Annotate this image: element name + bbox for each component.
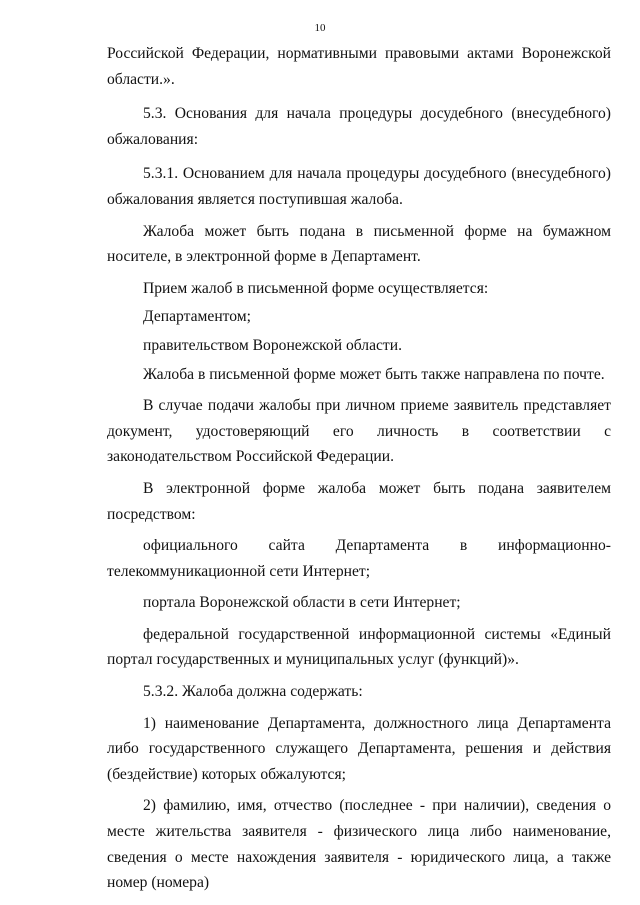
- paragraph-written-reception: Прием жалоб в письменной форме осуществляется:: [143, 279, 489, 297]
- paragraph-by-mail: Жалоба в письменной форме может быть также направлена по почте.: [143, 365, 605, 383]
- list-item-regional-portal: портала Воронежской области в сети Интернет;: [143, 594, 461, 612]
- paragraph-section-5-3: 5.3. Основания для начала процедуры досудебного (внесудебного) обжалования:: [107, 105, 611, 148]
- list-item-official-site: официального сайта Департамента в информационно-телекоммуникационной сети Интернет;: [107, 537, 611, 580]
- paragraph-personal-reception: В случае подачи жалобы при личном приеме заявитель представляет документ, удостоверяющий его личность в соответствии с законодательством Российской Федерации.: [107, 397, 611, 466]
- paragraph-electronic-form: В электронной форме жалоба может быть подана заявителем посредством:: [107, 479, 611, 523]
- list-item-department: Департаментом;: [143, 308, 251, 326]
- list-item-2: 2) фамилию, имя, отчество (последнее - при наличии), сведения о месте жительства заявителя - физического лица либо наименование, сведения о месте нахождения заявителя - юридического лица, а также номер (номера): [107, 797, 611, 892]
- paragraph-section-5-3-1: 5.3.1. Основанием для начала процедуры досудебного (внесудебного) обжалования является поступившая жалоба.: [107, 165, 611, 208]
- list-item-1: 1) наименование Департамента, должностного лица Департамента либо государственного служащего Департамента, решения и действия (бездействие) которых обжалуются;: [107, 714, 611, 783]
- page-number: 10: [314, 22, 326, 34]
- paragraph-1: Российской Федерации, нормативными правовыми актами Воронежской области.».: [107, 45, 611, 88]
- document-body: [107, 41, 611, 896]
- paragraph-section-5-3-2: 5.3.2. Жалоба должна содержать:: [143, 683, 363, 701]
- list-item-government: правительством Воронежской области.: [143, 336, 402, 354]
- paragraph-complaint-forms: Жалоба может быть подана в письменной форме на бумажном носителе, в электронной форме в Департамент.: [107, 222, 611, 266]
- list-item-federal-portal: федеральной государственной информационной системы «Единый портал государственных и муниципальных услуг (функций)».: [107, 625, 611, 669]
